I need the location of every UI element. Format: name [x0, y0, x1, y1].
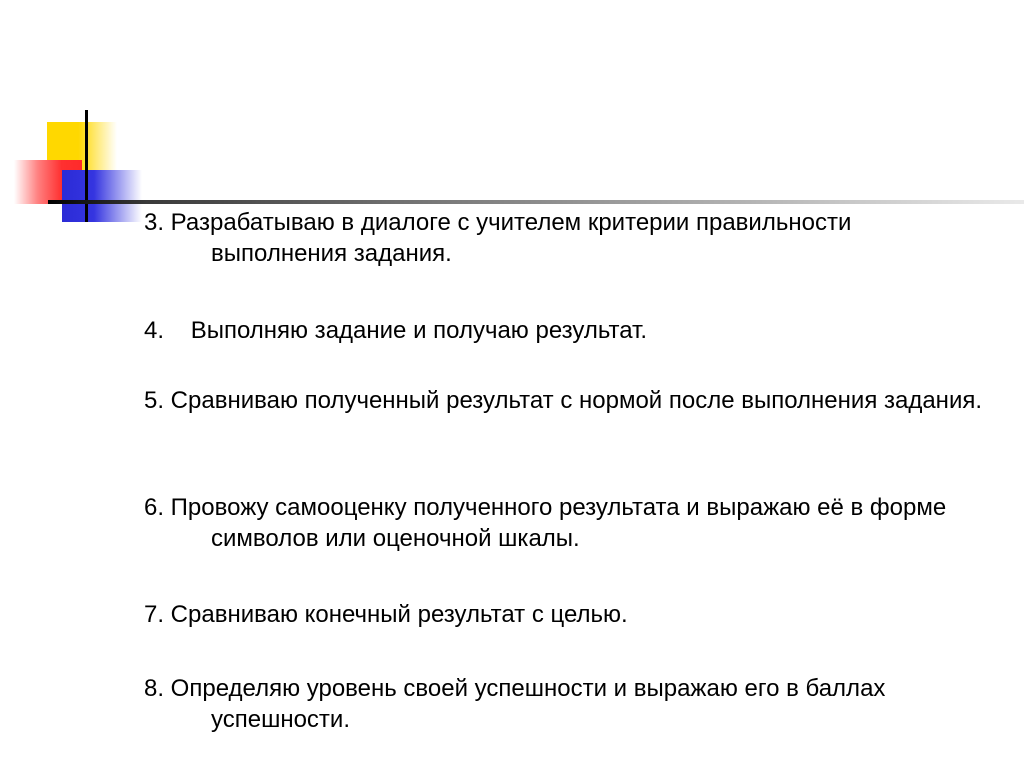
vertical-rule-decoration: [85, 110, 88, 222]
blue-square-decoration: [62, 170, 142, 222]
list-item: 4. Выполняю задание и получаю результат.: [144, 317, 648, 344]
list-item: 3. Разрабатываю в диалоге с учителем критерии правильности выполнения задания.: [144, 209, 852, 267]
list-item: 5. Сравниваю полученный результат с нормой после выполнения задания.: [144, 387, 983, 414]
list-item: 8. Определяю уровень своей успешности и выражаю его в баллах успешности.: [144, 675, 886, 733]
title-divider-line: [48, 200, 1024, 204]
list-item: 6. Провожу самооценку полученного результата и выражаю её в форме символов или оценочной шкалы.: [144, 494, 947, 552]
list-item: 7. Сравниваю конечный результат с целью.: [144, 601, 628, 628]
